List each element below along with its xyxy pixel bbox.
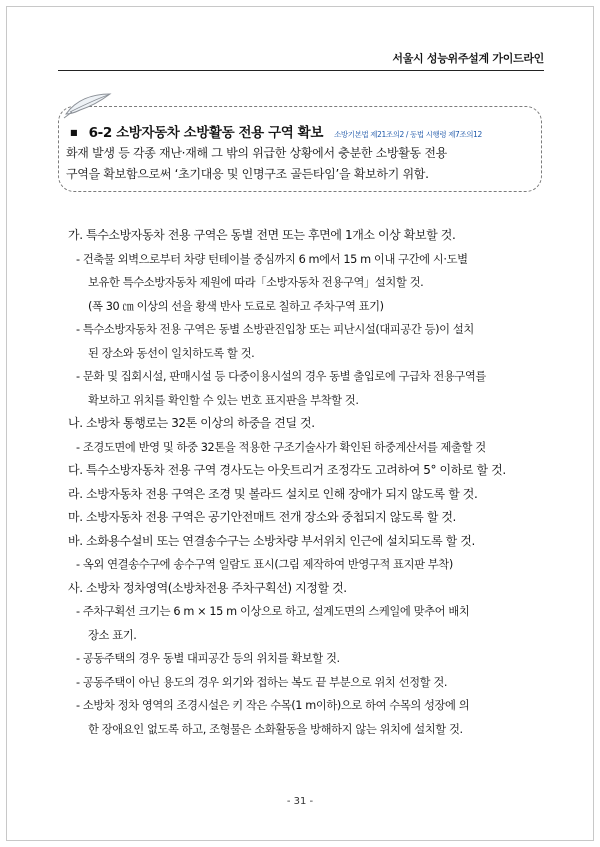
guideline-subitem: - 옥외 연결송수구에 송수구역 일람도 표시(그림 제작하여 반영구적 표지판 부착) bbox=[76, 558, 453, 571]
guideline-item-ga: 가. 특수소방자동차 전용 구역은 동별 전면 또는 후면에 1개소 이상 확보할 것. bbox=[68, 228, 456, 242]
guideline-item-na: 나. 소방차 통행로는 32톤 이상의 하중을 견딜 것. bbox=[68, 416, 315, 430]
section-square-marker: ■ bbox=[70, 128, 78, 137]
guideline-subitem: - 공동주택이 아닌 용도의 경우 외기와 접하는 복도 끝 부분으로 위치 선정할 것. bbox=[76, 675, 448, 689]
guideline-subitem-continuation: 장소 표기. bbox=[88, 628, 137, 642]
guideline-subitem: - 특수소방자동차 전용 구역은 동별 소방관진입창 또는 피난시설(대피공간 등)이 설치 bbox=[76, 323, 474, 336]
document-header-title: 서울시 성능위주설계 가이드라인 bbox=[392, 52, 544, 65]
guideline-subitem: - 문화 및 집회시설, 판매시설 등 다중이용시설의 경우 동별 출입로에 구급차 전용구역를 bbox=[76, 370, 486, 383]
guideline-subitem-continuation: 한 장애요인 없도록 하고, 조형물은 소화활동을 방해하지 않는 위치에 설치할 것. bbox=[88, 722, 463, 736]
section-legal-reference: 소방기본법 제21조의2 / 동법 시행령 제7조의12 bbox=[334, 130, 482, 139]
guideline-item-ba: 바. 소화용수설비 또는 연결송수구는 소방차량 부서위치 인근에 설치되도록 할 것. bbox=[68, 533, 475, 548]
guideline-subitem: - 건축물 외벽으로부터 차량 턴테이블 중심까지 6 m에서 15 m 이내 구간에 시·도별 bbox=[76, 252, 468, 266]
guideline-item-da: 다. 특수소방자동차 전용 구역 경사도는 아웃트리거 조정각도 고려하여 5° 이하로 할 것. bbox=[68, 463, 506, 477]
guideline-subitem: - 공동주택의 경우 동별 대피공간 등의 위치를 확보할 것. bbox=[76, 652, 340, 665]
section-summary bbox=[66, 143, 536, 185]
guideline-subitem-continuation: 확보하고 위치를 확인할 수 있는 번호 표지판을 부착할 것. bbox=[88, 393, 359, 407]
guideline-item-sa: 사. 소방차 정차영역(소방차전용 주차구획선) 지정할 것. bbox=[68, 580, 347, 595]
summary-line: 화재 발생 등 각종 재난·재해 그 밖의 위급한 상황에서 충분한 소방활동 전용 bbox=[66, 146, 447, 160]
feather-ornament-icon bbox=[62, 90, 114, 120]
section-title: 6-2 소방자동차 소방활동 전용 구역 확보 bbox=[88, 125, 323, 141]
guideline-subitem: - 조경도면에 반영 및 하중 32톤을 적용한 구조기술사가 확인된 하중계산서를 제출할 것 bbox=[76, 440, 486, 454]
section-heading bbox=[70, 121, 482, 141]
summary-line: 구역을 확보함으로써 ‘초기대응 및 인명구조 골든타임’을 확보하기 위함. bbox=[66, 167, 429, 181]
guideline-list bbox=[68, 224, 558, 741]
guideline-subitem-continuation: 보유한 특수소방자동차 제원에 따라「소방자동차 전용구역」설치할 것. bbox=[88, 276, 424, 289]
guideline-subitem-continuation: 된 장소와 동선이 일치하도록 할 것. bbox=[88, 346, 255, 360]
guideline-item-ra: 라. 소방자동차 전용 구역은 조경 및 볼라드 설치로 인해 장애가 되지 않도록 할 것. bbox=[68, 486, 478, 501]
guideline-subitem: - 소방차 정차 영역의 조경시설은 키 작은 수목(1 m이하)으로 하여 수목의 성장에 의 bbox=[76, 699, 470, 712]
guideline-item-ma: 마. 소방자동차 전용 구역은 공기안전매트 전개 장소와 중첩되지 않도록 할 것. bbox=[68, 510, 456, 524]
guideline-subitem-continuation: (폭 30 ㎝ 이상의 선을 황색 반사 도료로 칠하고 주차구역 표기) bbox=[88, 299, 384, 313]
header-divider bbox=[58, 70, 544, 71]
guideline-subitem: - 주차구획선 크기는 6 m × 15 m 이상으로 하고, 설계도면의 스케일에 맞추어 배치 bbox=[76, 605, 470, 618]
page-number: - 31 - bbox=[286, 796, 314, 807]
